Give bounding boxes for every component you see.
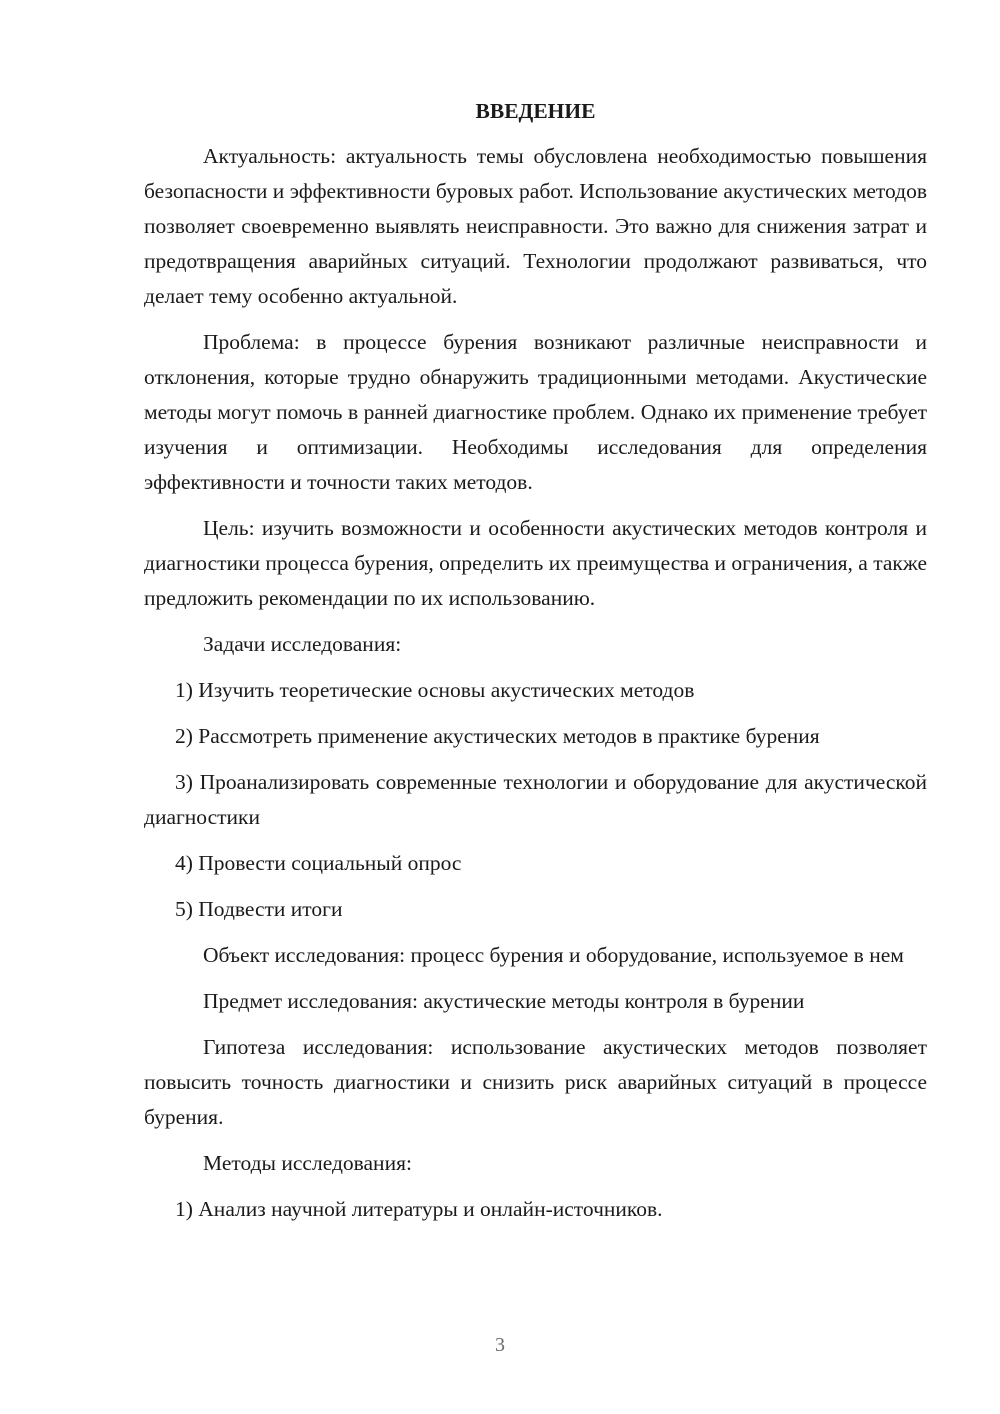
- task-item: 4) Провести социальный опрос: [175, 851, 462, 875]
- goal-paragraph: Цель: изучить возможности и особенности акустических методов контроля и диагностики процесса бурения, определить их преимущества и ограничения, а также предложить рекомендации по их использованию.: [144, 516, 927, 610]
- task-item: 5) Подвести итоги: [175, 897, 343, 921]
- method-item: 1) Анализ научной литературы и онлайн-источников.: [175, 1197, 663, 1221]
- task-item: 1) Изучить теоретические основы акустических методов: [175, 678, 695, 702]
- relevance-paragraph: Актуальность: актуальность темы обусловлена необходимостью повышения безопасности и эффективности буровых работ. Использование акустических методов позволяет своевременно выявлять неисправности. Это важно для снижения затрат и предотвращения аварийных ситуаций. Технологии продолжают развиваться, что делает тему особенно актуальной.: [144, 144, 927, 308]
- page-number: 3: [495, 1334, 505, 1356]
- problem-paragraph: Проблема: в процессе бурения возникают различные неисправности и отклонения, которые трудно обнаружить традиционными методами. Акустические методы могут помочь в ранней диагностике проблем. Однако их применение требует изучения и оптимизации. Необходимы исследования для определения эффективности и точности таких методов.: [144, 330, 927, 494]
- document-page: [144, 94, 927, 1238]
- object-paragraph: Объект исследования: процесс бурения и оборудование, используемое в нем: [203, 943, 904, 967]
- section-title: ВВЕДЕНИЕ: [475, 99, 596, 123]
- subject-paragraph: Предмет исследования: акустические методы контроля в бурении: [203, 989, 805, 1013]
- task-item: 3) Проанализировать современные технологии и оборудование для акустической диагностики: [144, 770, 927, 829]
- hypothesis-paragraph: Гипотеза исследования: использование акустических методов позволяет повысить точность диагностики и снизить риск аварийных ситуаций в процессе бурения.: [144, 1035, 927, 1129]
- methods-heading: Методы исследования:: [203, 1151, 412, 1175]
- tasks-heading: Задачи исследования:: [203, 632, 402, 656]
- task-item: 2) Рассмотреть применение акустических методов в практике бурения: [175, 724, 820, 748]
